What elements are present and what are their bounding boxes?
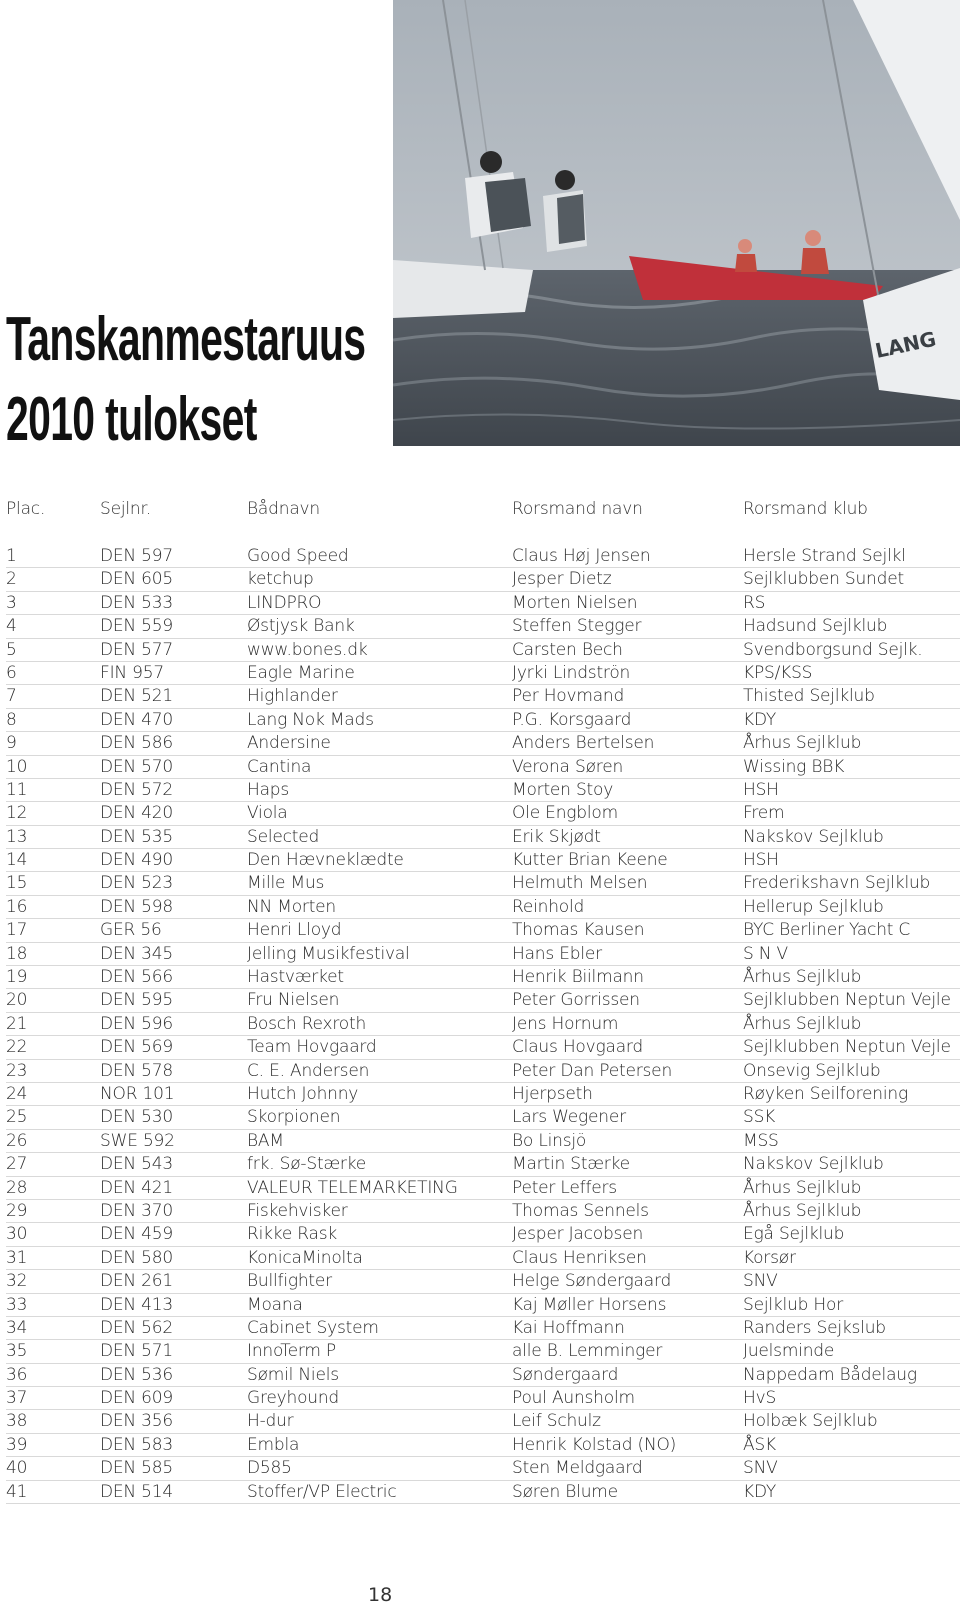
helmsman-name-cell: Søndergaard [512, 1364, 619, 1385]
sail-number-cell: DEN 596 [100, 1013, 173, 1034]
helmsman-club-cell: Thisted Sejlklub [743, 686, 875, 707]
helmsman-name-cell: Claus Henriksen [512, 1247, 647, 1268]
boat-name-cell: Hutch Johnny [247, 1083, 359, 1104]
table-row [6, 943, 960, 966]
helmsman-name-cell: Poul Aunsholm [512, 1388, 635, 1409]
helmsman-name-cell: Jesper Jacobsen [512, 1224, 644, 1245]
page-title [6, 300, 366, 460]
helmsman-club-cell: ÅSK [743, 1434, 776, 1455]
sail-number-cell: DEN 535 [100, 826, 173, 847]
sail-number-cell: DEN 543 [100, 1154, 173, 1175]
sail-number-cell: DEN 530 [100, 1107, 173, 1128]
placement-cell: 16 [6, 896, 28, 917]
boat-name-cell: Bullfighter [247, 1271, 332, 1292]
placement-cell: 33 [6, 1294, 28, 1315]
placement-cell: 41 [6, 1481, 28, 1502]
sail-number-cell: DEN 595 [100, 990, 173, 1011]
helmsman-name-cell: Jens Hornum [512, 1013, 619, 1034]
placement-cell: 30 [6, 1224, 28, 1245]
helmsman-name-cell: Morten Nielsen [512, 592, 638, 613]
boat-name-cell: C. E. Andersen [247, 1060, 370, 1081]
sail-number-cell: SWE 592 [100, 1130, 175, 1151]
header-rorsmand-navn: Rorsmand navn [512, 499, 643, 519]
sail-number-cell: DEN 421 [100, 1177, 173, 1198]
helmsman-club-cell: Hellerup Sejlklub [743, 896, 884, 917]
header-baadnavn: Bådnavn [247, 499, 320, 519]
helmsman-club-cell: HSH [743, 850, 779, 871]
placement-cell: 23 [6, 1060, 28, 1081]
helmsman-name-cell: Helmuth Melsen [512, 873, 648, 894]
sail-number-cell: DEN 420 [100, 803, 173, 824]
boat-name-cell: Andersine [247, 733, 331, 754]
table-row [6, 1177, 960, 1200]
placement-cell: 29 [6, 1200, 28, 1221]
helmsman-name-cell: Carsten Bech [512, 639, 623, 660]
table-row [6, 849, 960, 872]
boat-name-cell: Cabinet System [247, 1317, 379, 1338]
sail-number-cell: DEN 562 [100, 1317, 173, 1338]
sail-number-cell: DEN 521 [100, 686, 173, 707]
helmsman-club-cell: Sejlklub Hor [743, 1294, 844, 1315]
placement-cell: 17 [6, 920, 28, 941]
boat-name-cell: Good Speed [247, 546, 349, 566]
helmsman-club-cell: HSH [743, 779, 779, 800]
helmsman-name-cell: Helge Søndergaard [512, 1271, 672, 1292]
helmsman-club-cell: Århus Sejlklub [743, 1013, 862, 1034]
helmsman-name-cell: Claus Høj Jensen [512, 546, 651, 566]
table-row [6, 1387, 960, 1410]
table-row [6, 989, 960, 1012]
table-row [6, 1013, 960, 1036]
boat-name-cell: Stoffer/VP Electric [247, 1481, 397, 1502]
helmsman-club-cell: Århus Sejlklub [743, 967, 862, 988]
sail-number-cell: DEN 559 [100, 616, 173, 637]
helmsman-club-cell: Wissing BBK [743, 756, 845, 777]
table-row [6, 919, 960, 942]
header-rorsmand-klub: Rorsmand klub [743, 499, 868, 519]
table-row [6, 1434, 960, 1457]
table-row [6, 732, 960, 755]
table-row [6, 1153, 960, 1176]
helmsman-name-cell: Jyrki Lindströn [512, 662, 631, 683]
placement-cell: 32 [6, 1271, 28, 1292]
boat-name-cell: VALEUR TELEMARKETING [247, 1177, 458, 1198]
sail-number-cell: DEN 597 [100, 546, 173, 566]
placement-cell: 31 [6, 1247, 28, 1268]
helmsman-name-cell: Henrik Kolstad (NO) [512, 1434, 677, 1455]
sail-number-cell: DEN 413 [100, 1294, 173, 1315]
title-line-2: 2010 tulokset [6, 385, 257, 454]
placement-cell: 34 [6, 1317, 28, 1338]
helmsman-name-cell: Peter Dan Petersen [512, 1060, 673, 1081]
helmsman-club-cell: Juelsminde [743, 1341, 835, 1362]
placement-cell: 40 [6, 1458, 28, 1479]
boat-name-cell: Haps [247, 779, 290, 800]
placement-cell: 18 [6, 943, 28, 964]
sail-number-cell: DEN 569 [100, 1037, 173, 1058]
boat-name-cell: KonicaMinolta [247, 1247, 363, 1268]
table-row [6, 826, 960, 849]
helmsman-club-cell: Nakskov Sejlklub [743, 826, 884, 847]
helmsman-club-cell: KDY [743, 1481, 777, 1502]
sail-number-cell: DEN 345 [100, 943, 173, 964]
helmsman-club-cell: BYC Berliner Yacht C [743, 920, 911, 941]
sail-number-cell: DEN 586 [100, 733, 173, 754]
sail-number-cell: DEN 523 [100, 873, 173, 894]
helmsman-club-cell: Nakskov Sejlklub [743, 1154, 884, 1175]
sail-number-cell: DEN 459 [100, 1224, 173, 1245]
hull-lettering: LANG [873, 326, 939, 363]
boat-name-cell: Moana [247, 1294, 303, 1315]
boat-name-cell: Embla [247, 1434, 300, 1455]
boat-name-cell: Hastværket [247, 967, 344, 988]
placement-cell: 21 [6, 1013, 28, 1034]
results-table [6, 545, 960, 1504]
helmsman-name-cell: Peter Leffers [512, 1177, 617, 1198]
placement-cell: 7 [6, 686, 17, 707]
helmsman-club-cell: Hadsund Sejlklub [743, 616, 888, 637]
boat-name-cell: Rikke Rask [247, 1224, 338, 1245]
helmsman-club-cell: HvS [743, 1388, 777, 1409]
helmsman-club-cell: KDY [743, 709, 777, 730]
helmsman-club-cell: Randers Sejkslub [743, 1317, 886, 1338]
sail-number-cell: DEN 571 [100, 1341, 173, 1362]
boat-name-cell: LINDPRO [247, 592, 322, 613]
placement-cell: 10 [6, 756, 28, 777]
helmsman-name-cell: P.G. Korsgaard [512, 709, 632, 730]
placement-cell: 2 [6, 569, 17, 590]
boat-name-cell: Mille Mus [247, 873, 325, 894]
sail-number-cell: DEN 490 [100, 850, 173, 871]
sail-number-cell: DEN 370 [100, 1200, 173, 1221]
table-row [6, 1364, 960, 1387]
boat-name-cell: Viola [247, 803, 288, 824]
table-row [6, 1481, 960, 1504]
placement-cell: 8 [6, 709, 17, 730]
boat-name-cell: Selected [247, 826, 320, 847]
sail-number-cell: DEN 470 [100, 709, 173, 730]
boat-name-cell: frk. Sø-Stærke [247, 1154, 366, 1175]
helmsman-club-cell: Røyken Seilforening [743, 1083, 908, 1104]
table-row [6, 615, 960, 638]
sail-number-cell: NOR 101 [100, 1083, 175, 1104]
sail-number-cell: DEN 570 [100, 756, 173, 777]
placement-cell: 6 [6, 662, 17, 683]
table-row [6, 1247, 960, 1270]
boat-name-cell: Bosch Rexroth [247, 1013, 367, 1034]
boat-name-cell: Cantina [247, 756, 312, 777]
table-row [6, 545, 960, 568]
helmsman-club-cell: KPS/KSS [743, 662, 813, 683]
boat-name-cell: Greyhound [247, 1388, 340, 1409]
boat-name-cell: Den Hævneklædte [247, 850, 404, 871]
table-row [6, 1294, 960, 1317]
table-row [6, 966, 960, 989]
helmsman-name-cell: Thomas Sennels [512, 1200, 649, 1221]
helmsman-name-cell: Erik Skjødt [512, 826, 601, 847]
table-header [6, 498, 960, 522]
table-row [6, 1457, 960, 1480]
sail-number-cell: DEN 580 [100, 1247, 173, 1268]
sail-number-cell: DEN 577 [100, 639, 173, 660]
helmsman-name-cell: Verona Søren [512, 756, 624, 777]
placement-cell: 39 [6, 1434, 28, 1455]
table-row [6, 685, 960, 708]
boat-name-cell: Jelling Musikfestival [247, 943, 410, 964]
table-row [6, 896, 960, 919]
placement-cell: 19 [6, 967, 28, 988]
placement-cell: 3 [6, 592, 17, 613]
table-row [6, 1410, 960, 1433]
helmsman-name-cell: Per Hovmand [512, 686, 625, 707]
helmsman-club-cell: Århus Sejlklub [743, 733, 862, 754]
helmsman-club-cell: RS [743, 592, 766, 613]
boat-name-cell: Skorpionen [247, 1107, 341, 1128]
placement-cell: 11 [6, 779, 28, 800]
helmsman-name-cell: Bo Linsjö [512, 1130, 587, 1151]
sail-number-cell: DEN 566 [100, 967, 173, 988]
boat-name-cell: H-dur [247, 1411, 294, 1432]
sail-number-cell: DEN 578 [100, 1060, 173, 1081]
sail-number-cell: DEN 585 [100, 1458, 173, 1479]
helmsman-name-cell: Thomas Kausen [512, 920, 645, 941]
sail-number-cell: DEN 514 [100, 1481, 173, 1502]
sail-number-cell: DEN 598 [100, 896, 173, 917]
helmsman-club-cell: Hersle Strand Sejlkl [743, 546, 906, 566]
placement-cell: 37 [6, 1388, 28, 1409]
boat-name-cell: InnoTerm P [247, 1341, 336, 1362]
table-row [6, 592, 960, 615]
table-row [6, 1083, 960, 1106]
table-row [6, 779, 960, 802]
helmsman-name-cell: Martin Stærke [512, 1154, 630, 1175]
helmsman-name-cell: Leif Schulz [512, 1411, 601, 1432]
helmsman-name-cell: alle B. Lemminger [512, 1341, 663, 1362]
boat-name-cell: D585 [247, 1458, 292, 1479]
helmsman-name-cell: Kutter Brian Keene [512, 850, 668, 871]
helmsman-name-cell: Peter Gorrissen [512, 990, 640, 1011]
table-row [6, 802, 960, 825]
helmsman-club-cell: Svendborgsund Sejlk. [743, 639, 923, 660]
sail-number-cell: FIN 957 [100, 662, 164, 683]
helmsman-club-cell: Frederikshavn Sejlklub [743, 873, 931, 894]
placement-cell: 25 [6, 1107, 28, 1128]
placement-cell: 22 [6, 1037, 28, 1058]
table-row [6, 662, 960, 685]
table-row [6, 1036, 960, 1059]
helmsman-name-cell: Lars Wegener [512, 1107, 626, 1128]
helmsman-name-cell: Anders Bertelsen [512, 733, 655, 754]
helmsman-name-cell: Kai Hoffmann [512, 1317, 625, 1338]
boat-name-cell: BAM [247, 1130, 284, 1151]
helmsman-club-cell: Sejlklubben Sundet [743, 569, 904, 590]
helmsman-club-cell: Holbæk Sejlklub [743, 1411, 878, 1432]
sailing-photo [393, 0, 960, 446]
placement-cell: 9 [6, 733, 17, 754]
table-row [6, 1130, 960, 1153]
helmsman-name-cell: Henrik Biilmann [512, 967, 644, 988]
table-row [6, 1060, 960, 1083]
boat-name-cell: www.bones.dk [247, 639, 368, 660]
boat-name-cell: Team Hovgaard [247, 1037, 377, 1058]
helmsman-name-cell: Hans Ebler [512, 943, 602, 964]
sail-number-cell: DEN 605 [100, 569, 173, 590]
placement-cell: 4 [6, 616, 17, 637]
sail-number-cell: GER 56 [100, 920, 162, 941]
boat-name-cell: Lang Nok Mads [247, 709, 374, 730]
boat-name-cell: ketchup [247, 569, 314, 590]
helmsman-name-cell: Reinhold [512, 896, 585, 917]
helmsman-name-cell: Sten Meldgaard [512, 1458, 643, 1479]
placement-cell: 1 [6, 546, 17, 566]
table-row [6, 1317, 960, 1340]
sail-number-cell: DEN 583 [100, 1434, 173, 1455]
helmsman-name-cell: Hjerpseth [512, 1083, 593, 1104]
table-row [6, 1106, 960, 1129]
helmsman-name-cell: Kaj Møller Horsens [512, 1294, 667, 1315]
placement-cell: 14 [6, 850, 28, 871]
placement-cell: 38 [6, 1411, 28, 1432]
helmsman-club-cell: Onsevig Sejlklub [743, 1060, 881, 1081]
helmsman-club-cell: Korsør [743, 1247, 796, 1268]
sail-number-cell: DEN 572 [100, 779, 173, 800]
placement-cell: 35 [6, 1341, 28, 1362]
boat-name-cell: Østjysk Bank [247, 616, 355, 637]
helmsman-club-cell: Århus Sejlklub [743, 1200, 862, 1221]
placement-cell: 28 [6, 1177, 28, 1198]
helmsman-club-cell: Egå Sejlklub [743, 1224, 845, 1245]
helmsman-club-cell: MSS [743, 1130, 779, 1151]
table-row [6, 756, 960, 779]
placement-cell: 20 [6, 990, 28, 1011]
helmsman-club-cell: Nappedam Bådelaug [743, 1364, 917, 1385]
placement-cell: 36 [6, 1364, 28, 1385]
table-row [6, 872, 960, 895]
helmsman-club-cell: SNV [743, 1271, 778, 1292]
boat-name-cell: Henri Lloyd [247, 920, 342, 941]
table-row [6, 639, 960, 662]
table-row [6, 1200, 960, 1223]
placement-cell: 5 [6, 639, 17, 660]
helmsman-name-cell: Steffen Stegger [512, 616, 642, 637]
sail-number-cell: DEN 536 [100, 1364, 173, 1385]
helmsman-club-cell: Frem [743, 803, 785, 824]
helmsman-club-cell: SSK [743, 1107, 776, 1128]
boat-name-cell: Eagle Marine [247, 662, 355, 683]
boat-name-cell: NN Morten [247, 896, 336, 917]
helmsman-club-cell: Sejlklubben Neptun Vejle [743, 990, 951, 1011]
placement-cell: 26 [6, 1130, 28, 1151]
boat-name-cell: Fru Nielsen [247, 990, 340, 1011]
table-row [6, 1223, 960, 1246]
title-line-1: Tanskanmestaruus [6, 305, 366, 374]
helmsman-club-cell: SNV [743, 1458, 778, 1479]
placement-cell: 15 [6, 873, 28, 894]
sail-number-cell: DEN 261 [100, 1271, 173, 1292]
sail-number-cell: DEN 609 [100, 1388, 173, 1409]
placement-cell: 24 [6, 1083, 28, 1104]
table-row [6, 1340, 960, 1363]
table-row [6, 709, 960, 732]
helmsman-name-cell: Jesper Dietz [512, 569, 612, 590]
helmsman-name-cell: Morten Stoy [512, 779, 614, 800]
placement-cell: 12 [6, 803, 28, 824]
placement-cell: 27 [6, 1154, 28, 1175]
sail-number-cell: DEN 533 [100, 592, 173, 613]
helmsman-club-cell: Århus Sejlklub [743, 1177, 862, 1198]
placement-cell: 13 [6, 826, 28, 847]
helmsman-club-cell: Sejlklubben Neptun Vejle [743, 1037, 951, 1058]
boat-name-cell: Highlander [247, 686, 338, 707]
helmsman-name-cell: Claus Hovgaard [512, 1037, 644, 1058]
boat-name-cell: Fiskehvisker [247, 1200, 348, 1221]
table-row [6, 568, 960, 591]
helmsman-name-cell: Søren Blume [512, 1481, 618, 1502]
boat-name-cell: Sømil Niels [247, 1364, 339, 1385]
sail-number-cell: DEN 356 [100, 1411, 173, 1432]
helmsman-club-cell: S N V [743, 943, 788, 964]
header-sejlnr: Sejlnr. [100, 499, 151, 519]
table-row [6, 1270, 960, 1293]
helmsman-name-cell: Ole Engblom [512, 803, 618, 824]
page-number: 18 [368, 1584, 393, 1606]
header-plac: Plac. [6, 499, 46, 519]
